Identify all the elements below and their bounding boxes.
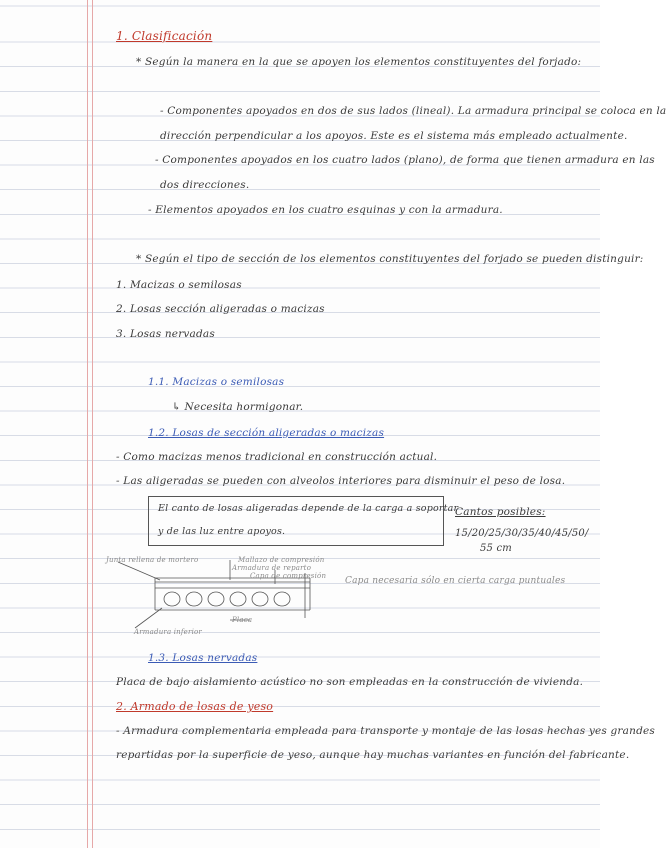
bullet-lineal-line2: dirección perpendicular a los apoyos. Este es el sistema más empleado actualmente. <box>160 130 628 142</box>
cantos-title: Cantos posibles: <box>455 506 546 518</box>
diagram-label-capa: Capa necesaria sólo en cierta carga puntuales <box>345 576 566 586</box>
list-item-1: 1. Macizas o semilosas <box>116 279 242 291</box>
diagram-label-reparto: Armadura de reparto <box>232 564 312 572</box>
line-aislamiento: Placa de bajo aislamiento acústico no son empleadas en la construcción de vivienda. <box>116 676 584 688</box>
subheading-nervadas: 1.3. Losas nervadas <box>148 652 258 664</box>
line-macizas: - Como macizas menos tradicional en construcción actual. <box>116 451 438 463</box>
line-aligeradas: - Las aligeradas se pueden con alveolos interiores para disminuir el peso de losa. <box>116 475 566 487</box>
heading-clasificacion: 1. Clasificación <box>116 29 213 43</box>
diagram-label-armadura-inferior: Armadura inferior <box>134 628 202 636</box>
subheading-macizas: 1.1. Macizas o semilosas <box>148 376 285 388</box>
cantos-unit: 55 cm <box>480 543 512 554</box>
diagram-label-junta: Junta rellena de mortero <box>106 556 199 564</box>
diagram-label-mallazo: Mallazo de compresión <box>238 556 325 564</box>
box-line-2: y de las luz entre apoyos. <box>158 526 286 537</box>
note-hormigonar: ↳ Necesita hormigonar. <box>172 401 304 413</box>
bullet-plano-line1: - Componentes apoyados en los cuatro lados (plano), de forma que tienen armadura en las <box>155 154 655 166</box>
bullet-esquinas: - Elementos apoyados en los cuatro esquinas y con la armadura. <box>148 204 503 216</box>
line-armadura-2: repartidas por la superficie de yeso, aunque hay muchas variantes en función del fabricante. <box>116 749 630 761</box>
subheading-aligeradas: 1.2. Losas de sección aligeradas o macizas <box>148 427 385 439</box>
line-armadura-1: - Armadura complementaria empleada para transporte y montaje de las losas hechas yes grandes <box>116 725 656 737</box>
diagram-label-placa: Placa <box>232 616 253 624</box>
bullet-lineal-line1: - Componentes apoyados en dos de sus lados (lineal). La armadura principal se coloca en la <box>160 105 666 117</box>
diagram-label-compresion: Capa de compresión <box>250 572 327 580</box>
list-item-2: 2. Losas sección aligeradas o macizas <box>116 303 325 315</box>
margin-line-inner <box>92 0 93 848</box>
cantos-values: 15/20/25/30/35/40/45/50/ <box>455 528 589 539</box>
criterion-seccion: * Según el tipo de sección de los elementos constituyentes del forjado se pueden distinguir: <box>136 253 644 265</box>
criterion-apoyo: * Según la manera en la que se apoyen los elementos constituyentes del forjado: <box>136 56 582 68</box>
bullet-plano-line2: dos direcciones. <box>160 179 250 191</box>
box-line-1: El canto de losas aligeradas depende de la carga a soportar <box>158 503 459 514</box>
margin-line-outer <box>87 0 88 848</box>
list-item-3: 3. Losas nervadas <box>116 328 215 340</box>
heading-armado: 2. Armado de losas de yeso <box>116 700 274 713</box>
